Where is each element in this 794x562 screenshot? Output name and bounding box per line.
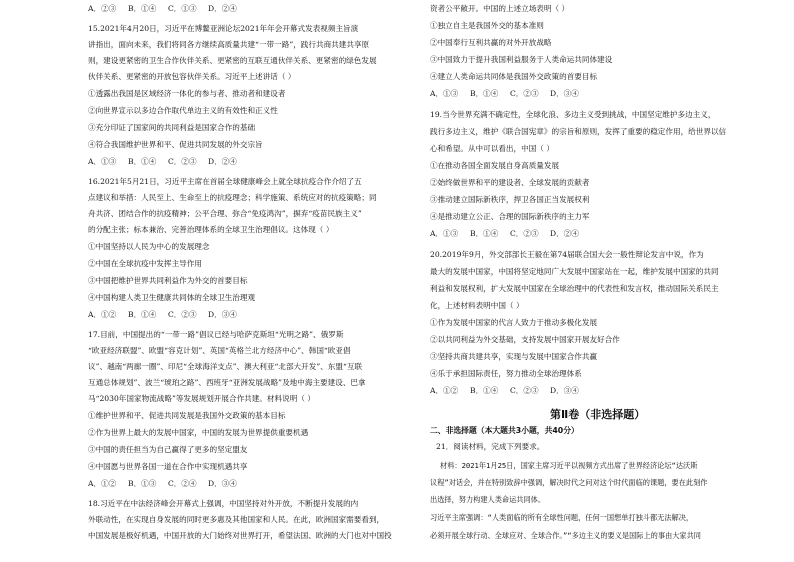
q19-choice: ②始终做世界和平的建设者、全球发展的贡献者 (430, 178, 590, 187)
q16-line: 的分配主张；标本兼治、完善治理体系的全球卫生治理倡议。这体现（ ） (88, 225, 334, 234)
q15-options (88, 157, 248, 166)
q20-choice: ①作为发展中国家的代言人致力于推动多极化发展 (430, 318, 598, 327)
q15-line: 则，建设更紧密的卫生合作伙伴关系、更紧密的互联互通伙伴关系、更紧密的绿色发展 (88, 56, 377, 65)
option-a: A．①② (88, 479, 117, 488)
option-d: D．②④ (208, 157, 237, 166)
option-a: A．①② (88, 310, 117, 319)
option-c: C．①③ (168, 4, 197, 13)
q18-line: 外联动性，在实现自身发展的同时更多惠及其他国家和人民。在此，欧洲国家需要看到， (88, 515, 385, 524)
q17-options (88, 479, 248, 488)
option-d: D．③④ (550, 386, 579, 395)
q14-options (88, 4, 248, 13)
option-a: A．①② (430, 386, 459, 395)
option-c: C．②③ (510, 229, 539, 238)
option-c: C．②④ (168, 479, 197, 488)
material-line: 材料：2021年1月25日，国家主席习近平以视频方式出席了世界经济论坛“达沃斯 (440, 461, 698, 470)
q20-choice: ④乐于承担国际责任，努力推动全球治理体系 (430, 369, 582, 378)
q19-options (430, 229, 590, 238)
q15-choice: ③充分印证了国家间的共同利益是国家合作的基础 (88, 123, 256, 132)
option-d: D．③④ (550, 89, 579, 98)
option-d: D．③④ (208, 310, 237, 319)
q15-line: 讲指出，面向未来，我们将同各方继续高质量共建“一带一路”，践行共商共建共享原 (88, 40, 370, 49)
option-b: B．①④ (128, 4, 157, 13)
q16-line: 点建议和举措：人民至上、生命至上的抗疫理念；科学施策、系统应对的抗疫策略；同 (88, 193, 377, 202)
q15-choice: ②向世界宣示以多边合作取代单边主义的有效性和正义性 (88, 106, 278, 115)
q18-choice: ①独立自主是我国外交的基本准则 (430, 21, 544, 30)
q17-line: 马“2030年国家物流战略”等发展规划开展合作共建。材料说明（ ） (88, 394, 315, 403)
q16-choice: ②中国在全球抗疫中发挥主导作用 (88, 259, 202, 268)
q16-line: 舟共济、团结合作的抗疫精神；公平合理、弥合“免疫鸿沟”，摒弃“疫苗民族主义” (88, 209, 362, 218)
q17-line: 议”、越南“两廊一圈”、印尼“全球海洋支点”、澳大利亚“北部大开发”、东盟“互联 (88, 362, 363, 371)
material-line: 出选择，努力构建人类命运共同体。 (430, 495, 546, 504)
option-b: B．①④ (470, 89, 499, 98)
option-c: C．②③ (510, 89, 539, 98)
q15-choice: ④符合我国维护世界和平、促进共同发展的外交宗旨 (88, 140, 263, 149)
q17-choice: ②作为世界上最大的发展中国家，中国的发展为世界提供重要机遇 (88, 428, 309, 437)
q18-choice: ④建立人类命运共同体是我国外交政策的首要目标 (430, 72, 598, 81)
q18-line: 中国发展是极好机遇，中国开放的大门始终对世界打开，希望法国、欧洲的大门也对中国投 (88, 531, 392, 540)
q17-line: 17.目前，中国提出的“一带一路”倡议已经与哈萨克斯坦“光明之路”、俄罗斯 (88, 330, 344, 339)
q18-line: 资者公平敞开。中国的上述立场表明（ ） (430, 4, 570, 13)
q15-line: 伙伴关系、更紧密的开放包容伙伴关系。习近平上述讲话（ ） (88, 72, 296, 81)
q16-choice: ③中国把维护世界共同利益作为外交的首要目标 (88, 276, 248, 285)
q19-line: 践行多边主义，维护《联合国宪章》的宗旨和原则，发挥了重要的稳定作用，给世界以信 (430, 127, 727, 136)
option-d: D．②④ (208, 4, 237, 13)
option-d: D．③④ (208, 479, 237, 488)
q17-choice: ④中国愿与世界各国一道在合作中实现机遇共享 (88, 462, 248, 471)
q20-line: 20.2019年9月，外交部部长王毅在第74届联合国大会一般性辩论发言中说，作为 (430, 250, 704, 259)
option-a: A．①③ (88, 157, 117, 166)
q19-choice: ④是推动建立公正、合理的国际新秩序的主力军 (430, 212, 590, 221)
q17-line: 互通总体规划”、波兰“琥珀之路”、西班牙“亚洲发展战略”及地中海主要建设、巴拿 (88, 378, 366, 387)
q20-line: 最大的发展中国家，中国将坚定地同广大发展中国家站在一起，维护发展中国家的共同 (430, 267, 719, 276)
q20-options (430, 386, 590, 395)
option-b: B．①④ (128, 310, 157, 319)
q19-line: 19.当今世界充满不确定性，全球化浪、多边主义受到挑战，中国坚定维护多边主义， (430, 110, 716, 119)
part2-title: 第Ⅱ卷（非选择题） (550, 408, 646, 421)
q19-choice: ①在推动各国全面发展自身高质量发展 (430, 161, 560, 170)
q19-line: 心和希望。从中可以看出，中国（ ） (430, 144, 554, 153)
q17-choice: ①维护世界和平、促进共同发展是我国外交政策的基本目标 (88, 411, 286, 420)
q16-line: 16.2021年5月21日，习近平主席在首届全球健康峰会上就全球抗疫合作介绍了五 (88, 177, 362, 186)
q21-prompt: 21．阅读材料，完成下列要求。 (436, 442, 545, 451)
option-b: B．①④ (470, 386, 499, 395)
option-c: C．②③ (168, 310, 197, 319)
part2-subtitle: 二、非选择题（本大题共3小题，共40分） (430, 426, 579, 435)
option-c: C．②③ (168, 157, 197, 166)
option-b: B．①④ (470, 229, 499, 238)
q17-choice: ③中国的责任担当为自己赢得了更多的坚定盟友 (88, 445, 248, 454)
q18-options (430, 89, 590, 98)
q20-line: 化，上述材料表明中国（ ） (430, 301, 524, 310)
option-a: A．②③ (88, 4, 117, 13)
q16-choice: ④中国构建人类卫生健康共同体的全球卫生治理观 (88, 293, 256, 302)
q18-choice: ③中国致力于提升我国利益服务于人类命运共同体建设 (430, 55, 613, 64)
material-line: 议程”对话会，并在特别致辞中强调，解决时代之问对这个时代面临的课题，要在此刻作 (430, 478, 708, 487)
option-d: D．②④ (550, 229, 579, 238)
material-line: 习近平主席强调：“人类面临的所有全球性问题，任何一国想单打独斗都无法解决， (430, 513, 694, 522)
q18-choice: ②中国奉行互利共赢的对外开放战略 (430, 38, 552, 47)
q19-choice: ③推动建立国际新秩序，捍卫各国正当发展权利 (430, 195, 590, 204)
option-b: B．①④ (128, 157, 157, 166)
q18-line: 18.习近平在中法经济峰会开幕式上强调，中国坚持对外开放，不断提升发展的内 (88, 499, 359, 508)
q20-choice: ③坚持共商共建共享，实现与发展中国家合作共赢 (430, 352, 598, 361)
option-a: A．①③ (430, 229, 459, 238)
material-line: 必须开展全球行动、全球应对、全球合作。”“多边主义的要义是国际上的事由大家共同 (430, 531, 701, 540)
option-b: B．①③ (128, 479, 157, 488)
q16-choice: ①中国坚持以人民为中心的发展理念 (88, 242, 210, 251)
option-c: C．②③ (510, 386, 539, 395)
q20-line: 利益和发展权利，扩大发展中国家在全球治理中的代表性和发言权，推动国际关系民主 (430, 284, 719, 293)
q15-choice: ①透露出我国是区域经济一体化的参与者、推动者和建设者 (88, 89, 286, 98)
q16-options (88, 310, 248, 319)
q15-line: 15.2021年4月20日，习近平在博鳌亚洲论坛2021年年会开幕式发表视频主旨演 (88, 24, 359, 33)
option-a: A．①③ (430, 89, 459, 98)
q17-line: “欧亚经济联盟”、欧盟“容克计划”、英国“英格兰北方经济中心”、韩国“欧亚倡 (88, 346, 351, 355)
q20-choice: ②以共同利益为外交基础，支持发展中国家开展友好合作 (430, 335, 620, 344)
